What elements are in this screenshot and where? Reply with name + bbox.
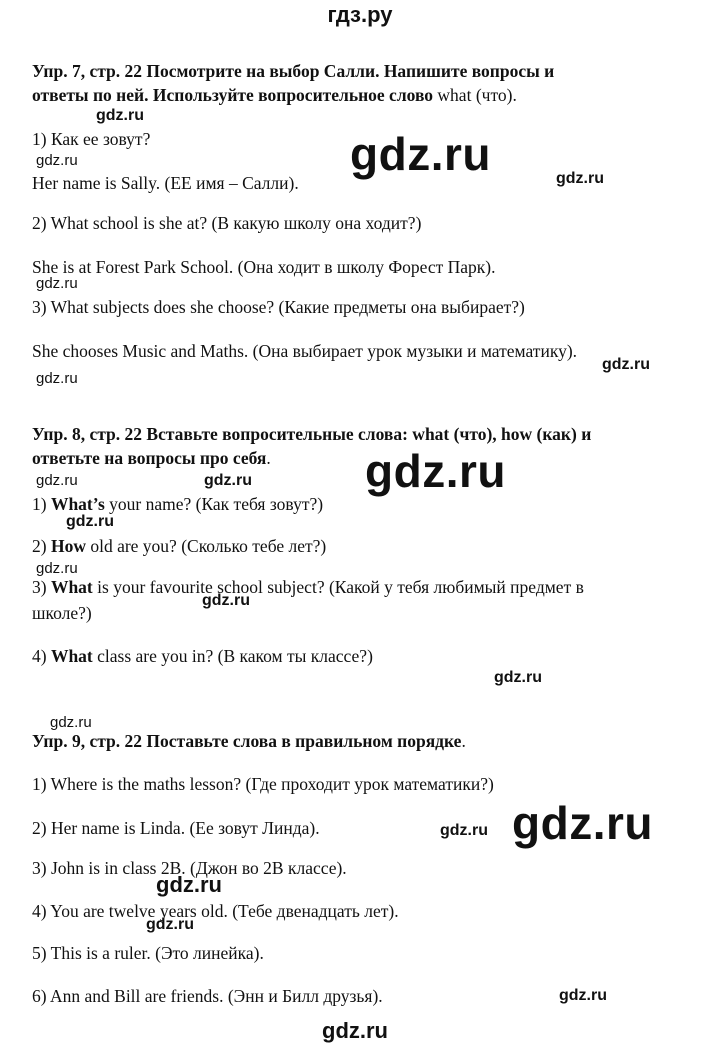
ex7-title-bold: ответы по ней. Используйте вопросительное слово — [32, 85, 434, 105]
watermark: gdz.ru — [156, 872, 222, 897]
ex8-item-3 — [32, 576, 584, 598]
ex8-item-1-word: What’s — [50, 494, 105, 514]
ex8-title-dot: . — [266, 448, 271, 468]
ex9-item: 4) You are twelve years old. (Тебе двенадцать лет). — [32, 901, 399, 921]
ex8-item-3-cont: школе?) — [32, 603, 92, 623]
ex8-item-4 — [32, 645, 373, 667]
ex8-item-3-word: What — [50, 577, 93, 597]
ex7-title-line-1: Упр. 7, стр. 22 Посмотрите на выбор Салли. Напишите вопросы и — [32, 61, 555, 81]
ex7-title-normal: what (что). — [433, 85, 517, 105]
watermark: gdz.ru — [50, 714, 92, 731]
watermark: gdz.ru — [602, 356, 650, 373]
ex8-item-4-num: 4) — [32, 646, 51, 666]
watermark: gdz.ru — [36, 275, 78, 292]
watermark: gdz.ru — [146, 916, 194, 933]
ex8-item-4-rest: class are you in? (В каком ты классе?) — [92, 646, 373, 666]
watermark-large: gdz.ru — [512, 797, 653, 849]
ex8-item-2-word: How — [50, 536, 86, 556]
ex7-question-2: 2) What school is she at? (В какую школу она ходит?) — [32, 213, 422, 233]
watermark: gdz.ru — [204, 472, 252, 489]
watermark: gdz.ru — [556, 170, 604, 187]
ex9-title-bold: Упр. 9, стр. 22 Поставьте слова в правильном порядке — [32, 731, 462, 751]
ex8-item-2 — [32, 535, 326, 557]
ex8-title-bold: ответьте на вопросы про себя — [32, 448, 267, 468]
watermark: gdz.ru — [36, 152, 78, 169]
ex8-item-4-word: What — [50, 646, 93, 666]
site-header: гдз.ру — [327, 2, 393, 27]
watermark: gdz.ru — [202, 592, 250, 609]
ex9-title-dot: . — [461, 731, 466, 751]
watermark: gdz.ru — [440, 822, 488, 839]
ex7-answer-2: She is at Forest Park School. (Она ходит в школу Форест Парк). — [32, 257, 496, 277]
ex7-answer-1: Her name is Sally. (ЕЕ имя – Салли). — [32, 173, 299, 193]
ex8-item-1 — [32, 493, 323, 515]
watermark: gdz.ru — [36, 472, 78, 489]
watermark: gdz.ru — [494, 669, 542, 686]
watermark: gdz.ru — [36, 560, 78, 577]
watermark-large: gdz.ru — [350, 128, 491, 180]
ex9-item: 6) Ann and Bill are friends. (Энн и Билл друзья). — [32, 986, 383, 1006]
ex8-title-line-1: Упр. 8, стр. 22 Вставьте вопросительные слова: what (что), how (как) и — [32, 424, 592, 444]
ex7-question-3: 3) What subjects does she choose? (Какие предметы она выбирает?) — [32, 297, 525, 317]
watermark: gdz.ru — [96, 107, 144, 124]
ex9-item: 5) This is a ruler. (Это линейка). — [32, 943, 264, 963]
ex9-item: 1) Where is the maths lesson? (Где проходит урок математики?) — [32, 774, 494, 794]
watermark: gdz.ru — [559, 987, 607, 1004]
ex9-title — [32, 730, 466, 752]
watermark: gdz.ru — [66, 513, 114, 530]
ex7-answer-3: She chooses Music and Maths. (Она выбирает урок музыки и математику). — [32, 341, 578, 361]
ex8-item-3-num: 3) — [32, 577, 51, 597]
watermark: gdz.ru — [36, 370, 78, 387]
watermark: gdz.ru — [322, 1018, 388, 1043]
watermark-large: gdz.ru — [365, 445, 506, 497]
ex8-item-1-rest: your name? (Как тебя зовут?) — [104, 494, 324, 514]
ex7-question-1: 1) Как ее зовут? — [32, 129, 151, 149]
ex8-item-1-num: 1) — [32, 494, 51, 514]
ex9-item: 2) Her name is Linda. (Ее зовут Линда). — [32, 818, 320, 838]
ex8-item-3-rest: is your favourite school subject? (Какой у тебя любимый предмет в — [92, 577, 584, 597]
ex7-title-line-2 — [32, 84, 517, 106]
ex8-item-2-num: 2) — [32, 536, 51, 556]
ex8-item-2-rest: old are you? (Сколько тебе лет?) — [85, 536, 327, 556]
ex9-item: 3) John is in class 2B. (Джон во 2В классе). — [32, 858, 347, 878]
ex8-title-line-2 — [32, 447, 271, 469]
